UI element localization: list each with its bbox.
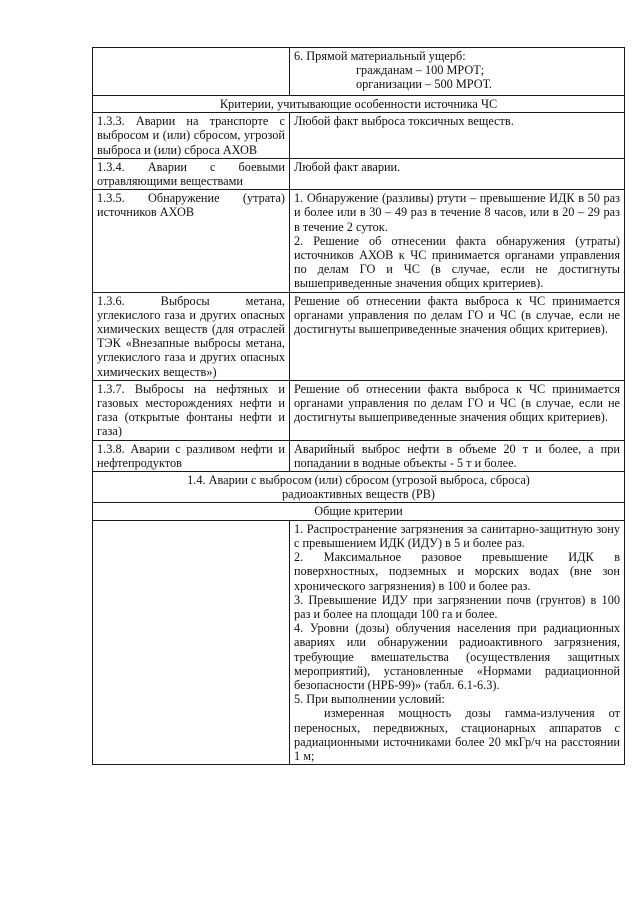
- row-criteria: Решение об отнесении факта выброса к ЧС принимается органами управления по делам ГО и ЧС (в случае, если не достигнуты вышеприведенные значения общих критериев).: [290, 292, 625, 380]
- criteria-paragraph: 2. Максимальное разовое превышение ИДК в поверхностных, подземных и морских водах (вне зон хронического загрязнения) в 100 и более раз.: [294, 550, 620, 593]
- damage-title: 6. Прямой материальный ущерб:: [294, 49, 466, 63]
- criteria-paragraph: 5. При выполнении условий:: [294, 692, 445, 707]
- table-row: [93, 48, 625, 96]
- damage-citizens: гражданам – 100 МРОТ;: [356, 63, 485, 78]
- criteria-paragraph: 1. Распространение загрязнения за санитарно-защитную зону с превышением ИДК (ИДУ) в 5 и более раз.: [294, 521, 620, 550]
- heading-line: 1.4. Аварии с выбросом (или) сбросом (угрозой выброса, сброса): [187, 473, 530, 488]
- table-row: [93, 292, 625, 380]
- table-row: [93, 440, 625, 471]
- table-row: [93, 520, 625, 764]
- row-criteria: Решение об отнесении факта выброса к ЧС принимается органами управления по делам ГО и ЧС (в случае, если не достигнуты вышеприведенные значения общих критериев).: [290, 380, 625, 440]
- criteria-paragraph: 1. Обнаружение (разливы) ртути – превышение ИДК в 50 раз и более или в 30 – 49 раз в течение 8 часов, или в 20 – 29 раз в течение 2 суток.: [294, 191, 620, 234]
- damage-criteria-cell: [290, 48, 625, 96]
- row-label: 1.3.3. Аварии на транспорте с выбросом и (или) сбросом, угрозой выброса и (или) сброса АХОВ: [93, 113, 290, 159]
- empty-cell: [93, 48, 290, 96]
- row-criteria: Любой факт аварии.: [290, 158, 625, 189]
- section-header-row: [93, 503, 625, 520]
- criteria-paragraph: 3. Превышение ИДУ при загрязнении почв (грунтов) в 100 раз и более на площади 100 га и более.: [294, 592, 620, 621]
- criteria-paragraph: 4. Уровни (дозы) облучения населения при радиационных авариях или обнаружении радиоактивного загрязнения, требующие вмешательства (осуществления защитных мероприятий), установленные «Нормами радиационной безопасности (НРБ-99)» (табл. 6.1-6.3).: [294, 621, 620, 692]
- row-label: 1.3.7. Выбросы на нефтяных и газовых месторождениях нефти и газа (открытые фонтаны нефти и газа): [93, 380, 290, 440]
- section-source-heading: Критерии, учитывающие особенности источника ЧС: [93, 96, 625, 113]
- table-row: [93, 158, 625, 189]
- table-row: [93, 113, 625, 159]
- section-header-row: [93, 96, 625, 113]
- section-general-heading: Общие критерии: [93, 503, 625, 520]
- table-row: [93, 190, 625, 292]
- general-criteria-cell: [290, 520, 625, 764]
- row-criteria: Любой факт выброса токсичных веществ.: [290, 113, 625, 159]
- section-radioactive-heading: [93, 472, 625, 503]
- table-row: [93, 380, 625, 440]
- row-label: 1.3.8. Аварии с разливом нефти и нефтепродуктов: [93, 440, 290, 471]
- row-label: 1.3.4. Аварии с боевыми отравляющими веществами: [93, 158, 290, 189]
- criteria-table: [92, 47, 625, 765]
- damage-organizations: организации – 500 МРОТ.: [356, 77, 492, 92]
- criteria-paragraph: 2. Решение об отнесении факта обнаружения (утраты) источников АХОВ к ЧС принимается органами управления по делам ГО и ЧС (в случае, если не достигнуты вышеприведенные значения общих критериев).: [294, 233, 620, 291]
- row-label: 1.3.6. Выбросы метана, углекислого газа и других опасных химических веществ (для отраслей ТЭК «Внезапные выбросы метана, углекислого газа и других опасных химических веществ»): [93, 292, 290, 380]
- criteria-paragraph: измеренная мощность дозы гамма-излучения от переносных, передвижных, стационарных аппаратов с радиационными источниками более 20 мкГр/ч на расстоянии 1 м;: [294, 706, 620, 763]
- row-criteria: Аварийный выброс нефти в объеме 20 т и более, а при попадании в водные объекты - 5 т и более.: [290, 440, 625, 471]
- row-label: 1.3.5. Обнаружение (утрата) источников АХОВ: [93, 190, 290, 292]
- empty-cell: [93, 520, 290, 764]
- heading-line: радиоактивных веществ (РВ): [281, 487, 436, 502]
- section-header-row: [93, 472, 625, 503]
- row-criteria: [290, 190, 625, 292]
